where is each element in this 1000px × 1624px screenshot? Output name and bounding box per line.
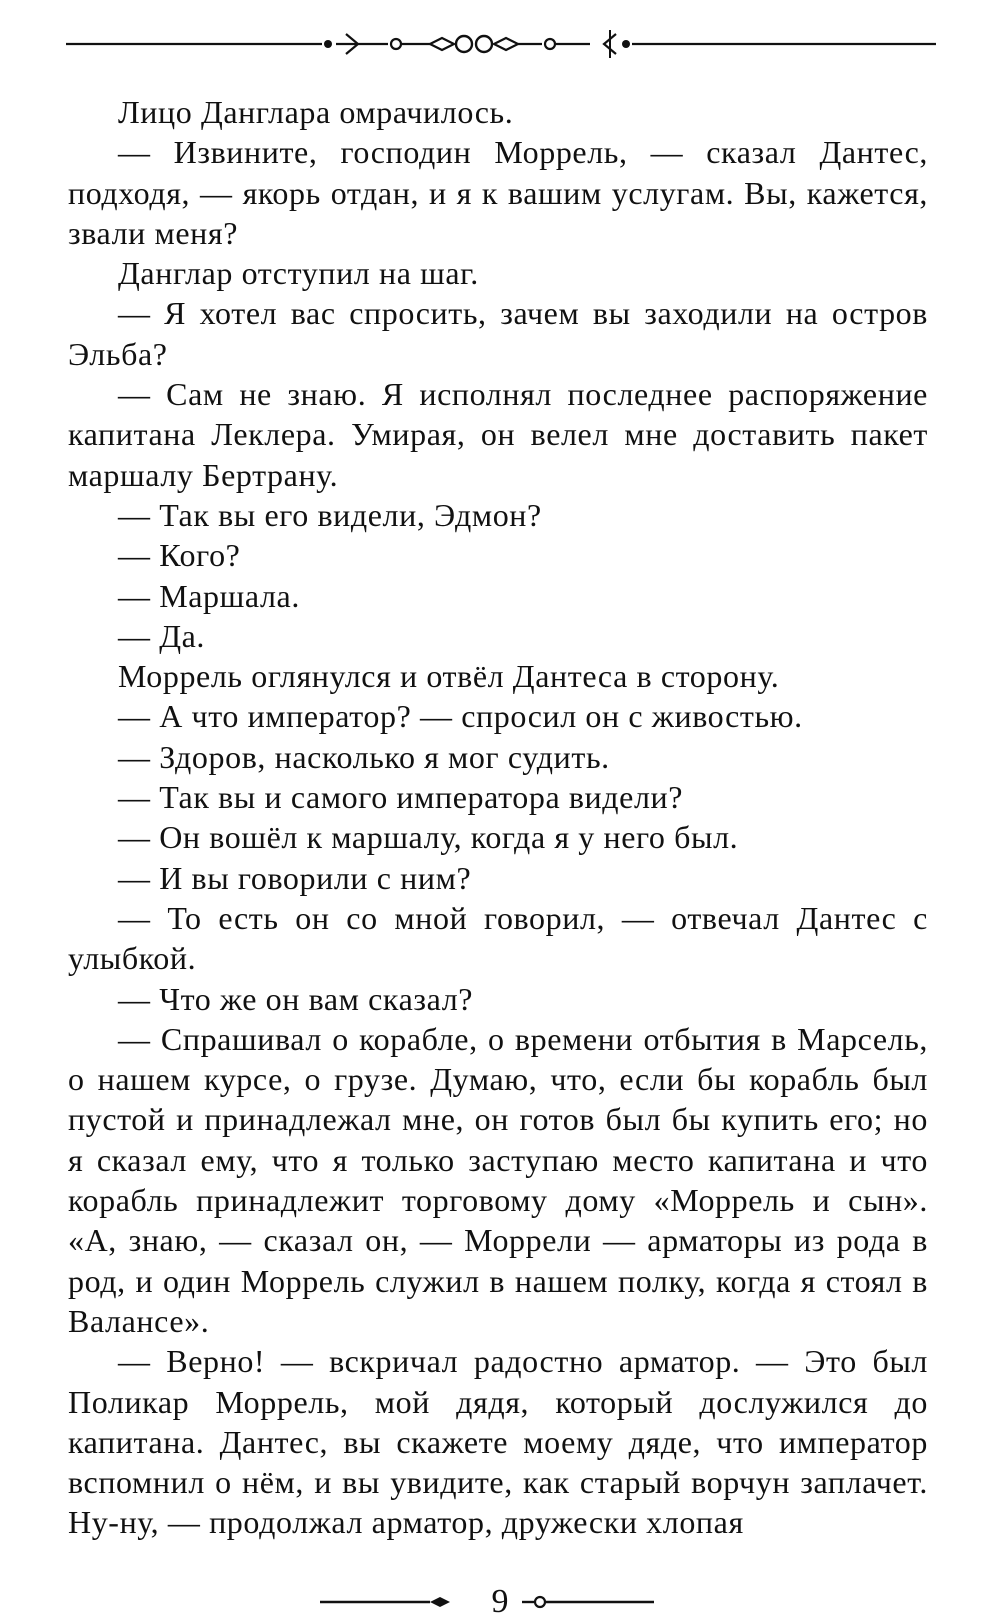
paragraph: — Спрашивал о корабле, о времени отбытия в Марсель, о нашем курсе, о грузе. Думаю, что, если бы корабль был пустой и принадлежал мне, он готов был бы купить его; но я сказал ему, что я только заступаю место капитана и что корабль принадлежит торговому дому «Моррель и сын». «А, знаю, — сказал он, — Моррели — арматоры из рода в род, и один Моррель служил в нашем полку, когда я стоял в Валансе».: [68, 1020, 928, 1339]
page-footer: [0, 1584, 1000, 1620]
top-ornament: [60, 12, 940, 60]
paragraph: — Сам не знаю. Я исполнял последнее распоряжение капитана Леклера. Умирая, он велел мне доставить пакет маршалу Бертрану.: [68, 376, 928, 493]
page-number: 9: [491, 1583, 509, 1620]
paragraph: — Что же он вам сказал?: [118, 980, 474, 1017]
paragraph: — Я хотел вас спросить, зачем вы заходили на остров Эльба?: [68, 295, 928, 372]
paragraph: — Так вы и самого императора видели?: [118, 779, 684, 816]
paragraph: — Маршала.: [118, 577, 300, 614]
paragraph: — Да.: [118, 617, 206, 654]
paragraph: — Он вошёл к маршалу, когда я у него был.: [118, 819, 739, 856]
paragraph: — И вы говорили с ним?: [118, 859, 472, 896]
paragraph: — Извините, господин Моррель, — сказал Дантес, подходя, — якорь отдан, и я к вашим услугам. Вы, кажется, звали меня?: [68, 134, 928, 251]
page-text: [68, 92, 928, 1543]
paragraph: — Здоров, насколько я мог судить.: [118, 738, 610, 775]
paragraph: — Верно! — вскричал радостно арматор. — Это был Поликар Моррель, мой дядя, который дослужился до капитана. Дантес, вы скажете моему дяде, что император вспомнил о нём, и вы увидите, как старый ворчун заплачет. Ну-ну, — продолжал арматор, дружески хлопая: [68, 1343, 928, 1541]
paragraph: Лицо Данглара омрачилось.: [118, 94, 514, 130]
paragraph: — То есть он со мной говорил, — отвечал Дантес с улыбкой.: [68, 899, 928, 977]
paragraph: Данглар отступил на шаг.: [118, 255, 479, 292]
paragraph: — Так вы его видели, Эдмон?: [118, 496, 542, 533]
paragraph: Моррель оглянулся и отвёл Дантеса в сторону.: [118, 658, 780, 695]
paragraph: — Кого?: [118, 537, 241, 574]
paragraph: — А что император? — спросил он с живостью.: [118, 698, 803, 735]
